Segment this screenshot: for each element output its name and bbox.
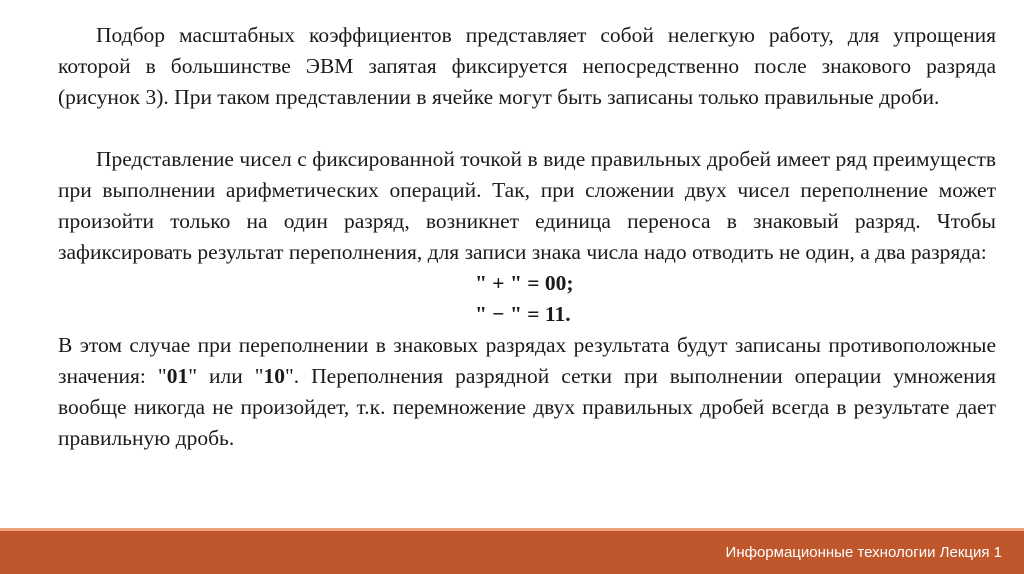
paragraph-overflow <box>58 330 996 454</box>
code-01: 01 <box>166 364 189 388</box>
paragraph-scaling-factors: Подбор масштабных коэффициентов представляет собой нелегкую работу, для упрощения которой в большинстве ЭВМ запятая фиксируется непосредственно после знакового разряда (рисунок 3). При таком представлении в ячейке могут быть записаны только правильные дроби. <box>58 23 996 109</box>
paragraph-overflow-part3: ". Переполнения разрядной сетки при выполнении операции умножения вообще никогда не произойдет, т.к. перемножение двух правильных дробей всегда в результате дает правильную дробь. <box>58 364 997 450</box>
formula-minus <box>58 299 996 330</box>
paragraph-fixed-point: Представление чисел с фиксированной точкой в виде правильных дробей имеет ряд преимуществ при выполнении арифметических операций. Так, при сложении двух чисел переполнение может произойти только на один разряд, возникнет единица переноса в знаковый разряд. Чтобы зафиксировать результат переполнения, для записи знака числа надо отводить не один, а два разряда: <box>58 147 996 264</box>
footer-title: Информационные технологии Лекция 1 <box>725 544 1002 561</box>
formula-plus <box>58 268 996 299</box>
paragraph-overflow-part2: " или " <box>188 364 264 388</box>
slide-content <box>58 20 996 454</box>
paragraph-overflow-part1: В этом случае при переполнении в знаковых разрядах результата будут записаны противоположные значения: " <box>58 333 996 388</box>
code-10: 10 <box>263 364 285 388</box>
formula-minus-text: " − " = 11. <box>475 302 571 326</box>
formula-plus-text: " + " = 00; <box>475 271 574 295</box>
footer-bar <box>0 528 1024 574</box>
